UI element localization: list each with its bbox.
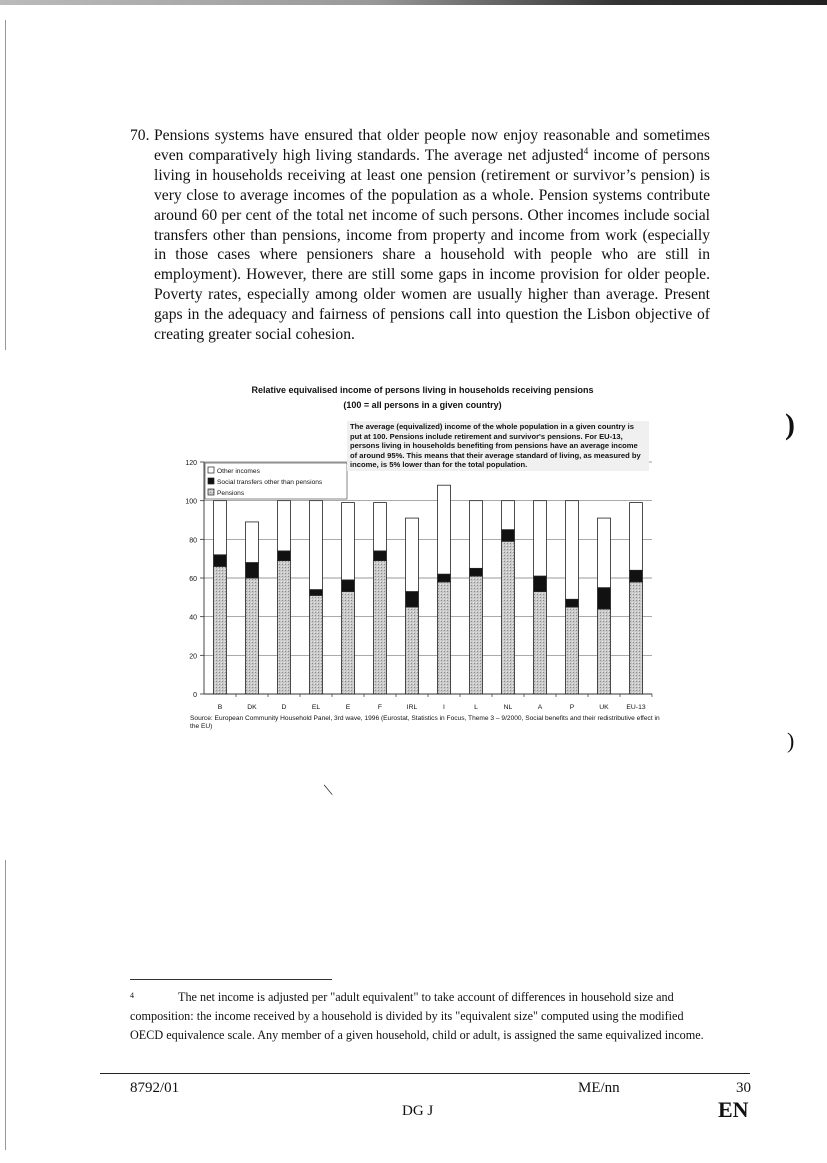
bar-segment-pensions: [406, 607, 419, 694]
legend-swatch: [208, 478, 214, 484]
bar-segment-social-transfers: [502, 530, 515, 542]
bar-segment-pensions: [598, 609, 611, 694]
bar-segment-social-transfers: [246, 563, 259, 578]
scan-bracket-mark: ): [787, 728, 795, 753]
footer-rule: [100, 1073, 750, 1074]
bar-segment-social-transfers: [438, 574, 451, 582]
legend-label: Other incomes: [217, 468, 260, 475]
bar-segment-other-incomes: [470, 501, 483, 569]
bar-segment-other-incomes: [598, 518, 611, 588]
bar-segment-other-incomes: [374, 503, 387, 551]
footnote-rule: [130, 979, 332, 980]
bar-segment-pensions: [566, 607, 579, 694]
legend-swatch: [208, 467, 214, 473]
bar-segment-social-transfers: [534, 576, 547, 591]
bar-segment-pensions: [502, 541, 515, 694]
bar-segment-pensions: [342, 592, 355, 694]
x-tick-label: E: [345, 704, 351, 711]
x-tick-label: EL: [311, 704, 321, 711]
x-tick-label: IRL: [406, 704, 418, 711]
footer-doc-number: 8792/01: [130, 1080, 180, 1096]
x-tick-label: P: [569, 704, 575, 711]
bar-segment-pensions: [246, 578, 259, 694]
bar-segment-other-incomes: [630, 503, 643, 571]
chart-title: Relative equivalised income of persons living in households receiving pensions: [251, 385, 594, 395]
chart-source: Source: European Community Household Panel, 3rd wave, 1996 (Eurostat, Statistics in Focus, Theme 3 – 9/2000, Social benefits and their redistributive effect in the EU): [190, 715, 660, 730]
x-tick-label: UK: [599, 704, 609, 711]
legend-label: Social transfers other than pensions: [217, 479, 323, 486]
bar-segment-other-incomes: [214, 501, 227, 555]
bar-segment-other-incomes: [342, 503, 355, 580]
bar-segment-other-incomes: [566, 501, 579, 600]
x-tick-label: F: [377, 704, 383, 711]
footnote-mark: 4: [130, 991, 134, 1000]
x-tick-label: I: [443, 704, 445, 711]
bar-segment-pensions: [630, 582, 643, 694]
y-tick-label: 0: [193, 692, 197, 699]
bar-segment-pensions: [310, 595, 323, 694]
bar-segment-other-incomes: [406, 518, 419, 591]
footer-initials: ME/nn: [578, 1080, 620, 1096]
bar-segment-social-transfers: [566, 599, 579, 607]
scan-bracket-mark: ): [785, 408, 795, 441]
bar-segment-other-incomes: [438, 485, 451, 574]
x-tick-label: NL: [503, 704, 513, 711]
scan-stray-mark: |: [322, 782, 334, 797]
legend-swatch: [208, 489, 214, 495]
bar-segment-other-incomes: [278, 501, 291, 551]
bar-segment-other-incomes: [534, 501, 547, 576]
chart-subtitle: (100 = all persons in a given country): [343, 400, 502, 410]
footnote-ref[interactable]: 4: [583, 145, 589, 156]
bar-segment-other-incomes: [246, 522, 259, 563]
y-tick-label: 100: [185, 498, 197, 506]
paragraph-text-b: income of persons living in households receiving at least one pension (retirement or survivor’s pension) is very close to average incomes of the population as a whole. Pension systems contribute around 60 per cent of the total net income of such persons. Other incomes include social transfers other than pensions, income from property and income from work (especially in those cases where pensioners share a household with people who are still in employment). However, there are still some gaps in income provision for older people. Poverty rates, especially among older women are usually higher than average. Present gaps in the adequacy and fairness of pensions call into question the Lisbon objective of creating greater social cohesion.: [154, 146, 710, 344]
bar-segment-pensions: [438, 582, 451, 694]
bar-segment-social-transfers: [630, 570, 643, 582]
x-tick-label: D: [281, 704, 287, 711]
x-tick-label: A: [537, 704, 543, 711]
bar-segment-pensions: [534, 592, 547, 694]
footer-language: EN: [718, 1097, 749, 1122]
footnote: [130, 988, 710, 1045]
bar-segment-social-transfers: [598, 588, 611, 609]
bar-segment-social-transfers: [310, 590, 323, 596]
x-tick-label: EU-13: [626, 704, 646, 711]
bar-segment-pensions: [214, 566, 227, 694]
bar-segment-social-transfers: [342, 580, 355, 592]
x-tick-label: B: [217, 704, 223, 711]
x-tick-label: L: [474, 704, 478, 711]
x-tick-label: DK: [247, 704, 257, 711]
y-tick-label: 120: [185, 460, 197, 467]
footer-dg: DG J: [402, 1103, 434, 1119]
bar-segment-other-incomes: [310, 501, 323, 590]
y-tick-label: 80: [189, 537, 197, 545]
bar-segment-social-transfers: [214, 555, 227, 567]
legend-label: Pensions: [217, 490, 245, 497]
bar-segment-social-transfers: [406, 592, 419, 607]
y-tick-label: 20: [189, 653, 197, 661]
bar-segment-pensions: [470, 576, 483, 694]
bar-segment-social-transfers: [278, 551, 291, 561]
y-tick-label: 60: [189, 576, 197, 583]
bar-segment-pensions: [278, 561, 291, 694]
paragraph-text-a: Pensions systems have ensured that older people now enjoy reasonable and sometimes even comparatively high living standards. The average net adjusted: [154, 127, 710, 164]
paragraph-number: 70.: [130, 127, 150, 144]
footer-page-number: 30: [736, 1080, 751, 1096]
bar-segment-pensions: [374, 561, 387, 694]
bar-segment-social-transfers: [374, 551, 387, 561]
chart-note: The average (equivalized) income of the whole population in a given country is put at 100. Pensions include retirement and survivor's pensions. For EU-13, persons living in households benefiting from pensions have an average income of around 95%. This means that their average standard of living, as measured by income, is 5% lower than for the total population.: [347, 421, 649, 471]
footnote-text: The net income is adjusted per "adult equivalent" to take account of differences in household size and composition: the income received by a household is divided by its "equivalent size" computed using the modified OECD equivalence scale. Any member of a given household, child or adult, is assigned the same equivalized income.: [130, 990, 704, 1042]
bar-segment-social-transfers: [470, 568, 483, 576]
y-tick-label: 40: [189, 614, 197, 622]
bar-segment-other-incomes: [502, 501, 515, 530]
